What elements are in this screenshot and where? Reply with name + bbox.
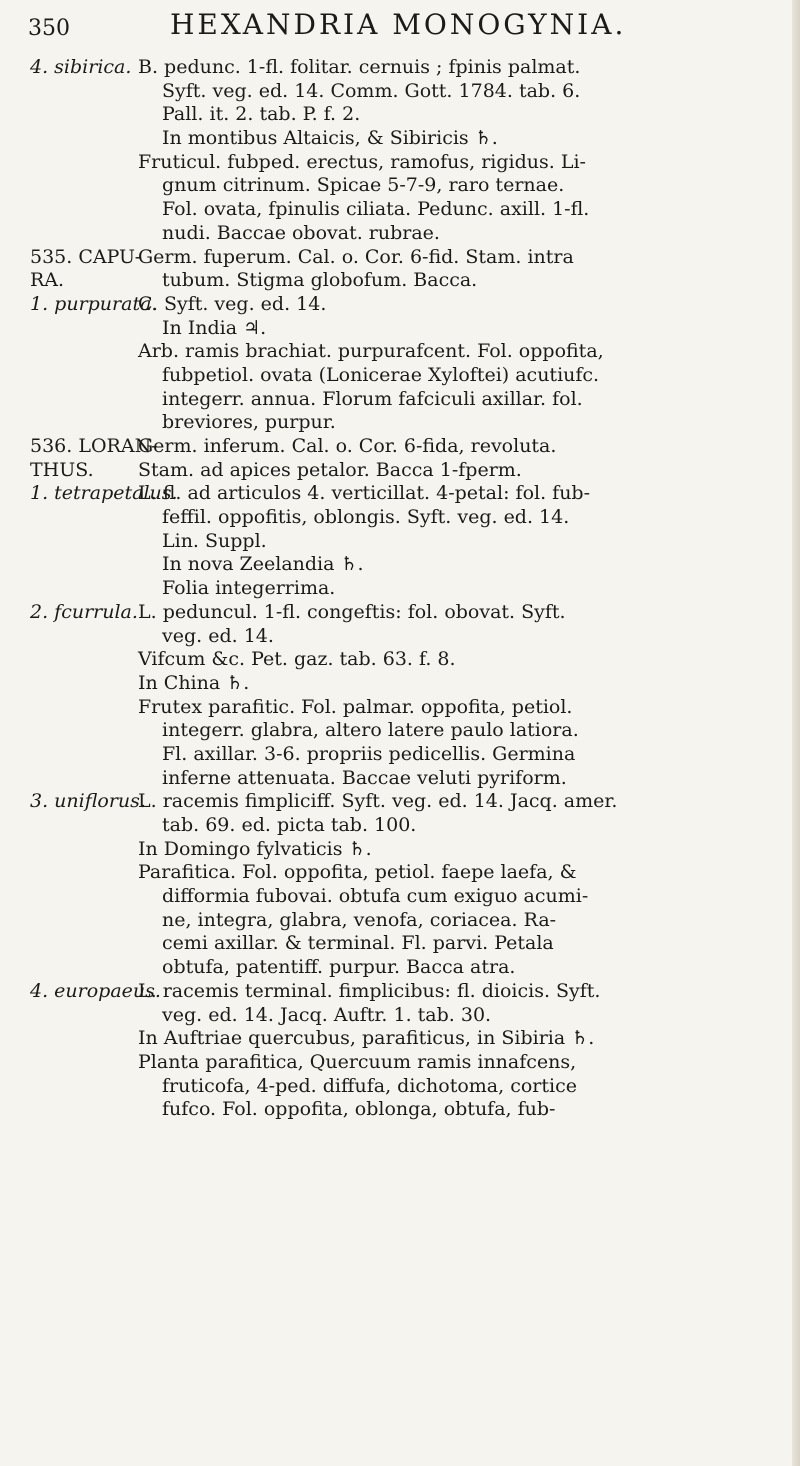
text-line [0,127,800,151]
entry-text: Lin. Suppl. [162,529,267,552]
page-number: 350 [28,16,70,41]
entry-text: veg. ed. 14. [162,624,274,647]
text-line [0,293,800,317]
entry-label: 1. purpurata. [30,292,158,315]
text-line [0,269,800,293]
page-edge [792,0,800,1466]
entry-text: ne, integra, glabra, venofa, coriacea. Ra- [162,908,557,931]
entry-label: THUS. [30,458,94,481]
entry-label: 2. fcurrula. [30,600,138,623]
entry-text: Folia integerrima. [162,577,336,600]
entry-label: 3. uniflorus. [30,790,146,813]
text-line [0,719,800,743]
entry-text: Fol. ovata, fpinulis ciliata. Pedunc. axill. 1-fl. [162,198,590,221]
entry-text: difformia fubovai. obtufa cum exiguo acumi- [162,885,589,908]
text-line [0,743,800,767]
entry-label: 1. tetrapetalus. [30,482,178,505]
text-line [0,861,800,885]
text-line [0,482,800,506]
entry-text: L. racemis fimpliciff. Syft. veg. ed. 14. Jacq. amer. [138,790,618,813]
entry-text: In China ♄. [138,671,250,694]
text-line [0,956,800,980]
text-line [0,790,800,814]
entry-text: In montibus Altaicis, & Sibiricis ♄. [162,127,498,150]
entry-text: Parafitica. Fol. oppofita, petiol. faepe laefa, & [138,861,577,884]
text-line [0,317,800,341]
entry-label: 535. CAPU- [30,245,142,268]
page-body [0,56,800,1122]
text-line [0,767,800,791]
entry-text: L. peduncul. 1-fl. congeftis: fol. obovat. Syft. [138,600,566,623]
text-line [0,885,800,909]
entry-text: Vifcum &c. Pet. gaz. tab. 63. f. 8. [138,648,456,671]
entry-text: In India ♃. [162,316,267,339]
text-line [0,411,800,435]
entry-text: Fl. axillar. 3-6. propriis pedicellis. Germina [162,742,576,765]
entry-label: 4. sibirica. [30,56,132,78]
text-line [0,648,800,672]
text-line [0,553,800,577]
entry-text: veg. ed. 14. Jacq. Auftr. 1. tab. 30. [162,1003,492,1026]
text-line [0,1004,800,1028]
entry-text: Stam. ad apices petalor. Bacca 1-fperm. [138,458,522,481]
text-line [0,1098,800,1122]
entry-text: nudi. Baccae obovat. rubrae. [162,221,440,244]
entry-label: 4. europaeus. [30,979,161,1002]
page-header [28,6,788,46]
text-line [0,577,800,601]
text-line [0,530,800,554]
entry-text: integerr. annua. Florum fafciculi axillar. fol. [162,387,583,410]
text-line [0,435,800,459]
entry-text: breviores, purpur. [162,411,336,434]
entry-text: In Auftriae quercubus, parafiticus, in Sibiria ♄. [138,1027,595,1050]
entry-text: Planta parafitica, Quercuum ramis innafcens, [138,1050,577,1073]
text-line [0,1051,800,1075]
text-line [0,601,800,625]
text-line [0,151,800,175]
entry-text: obtufa, patentiff. purpur. Bacca atra. [162,956,516,979]
entry-text: inferne attenuata. Baccae veluti pyriform. [162,766,567,789]
entry-text: B. pedunc. 1-fl. folitar. cernuis ; fpinis palmat. [138,56,581,78]
text-line [0,340,800,364]
entry-text: Frutex parafitic. Fol. palmar. oppofita, petiol. [138,695,573,718]
text-line [0,625,800,649]
entry-text: Syft. veg. ed. 14. Comm. Gott. 1784. tab. 6. [162,79,581,102]
text-line [0,388,800,412]
text-line [0,506,800,530]
entry-text: fubpetiol. ovata (Lonicerae Xylofteі) acutiufc. [162,363,600,386]
entry-text: Fruticul. fubped. erectus, ramofus, rigidus. Li- [138,150,586,173]
entry-text: integerr. glabra, altero latere paulo latiora. [162,719,579,742]
text-line [0,80,800,104]
entry-text: feffil. oppofitis, oblongis. Syft. veg. ed. 14. [162,506,570,529]
text-line [0,814,800,838]
entry-text: L. fl. ad articulos 4. verticillat. 4-petal: fol. fub- [138,482,591,505]
running-title: HEXANDRIA MONOGYNIA. [170,8,627,41]
text-line [0,1075,800,1099]
text-line [0,696,800,720]
text-line [0,364,800,388]
text-line [0,980,800,1004]
text-line [0,932,800,956]
entry-text: In Domingo fylvaticis ♄. [138,837,372,860]
text-line [0,222,800,246]
text-line [0,246,800,270]
text-line [0,198,800,222]
entry-text: C. Syft. veg. ed. 14. [138,292,327,315]
entry-text: gnum citrinum. Spicae 5-7-9, raro ternae. [162,174,565,197]
entry-text: In nova Zeelandia ♄. [162,553,364,576]
entry-text: Germ. inferum. Cal. o. Cor. 6-fida, revoluta. [138,435,557,457]
entry-text: fufco. Fol. oppofita, oblonga, obtufa, fub- [162,1098,556,1121]
text-line [0,103,800,127]
entry-text: tab. 69. ed. picta tab. 100. [162,814,417,836]
entry-text: Arb. ramis brachiat. purpurafcent. Fol. oppofita, [138,340,604,363]
text-line [0,459,800,483]
entry-text: Pall. it. 2. tab. P. f. 2. [162,103,361,126]
entry-text: tubum. Stigma globofum. Bacca. [162,269,478,292]
text-line [0,672,800,696]
entry-text: cemi axillar. & terminal. Fl. parvi. Petala [162,932,554,955]
text-line [0,1027,800,1051]
entry-text: Germ. fuperum. Cal. o. Cor. 6-fid. Stam. intra [138,245,574,268]
entry-text: L. racemis terminal. fimplicibus: fl. dioicis. Syft. [138,979,601,1002]
entry-label: RA. [30,269,65,292]
entry-label: 536. LORAN- [30,435,158,457]
text-line [0,56,800,80]
text-line [0,174,800,198]
text-line [0,838,800,862]
text-line [0,909,800,933]
entry-text: fruticofa, 4-ped. diffufa, dichotoma, cortice [162,1074,577,1097]
